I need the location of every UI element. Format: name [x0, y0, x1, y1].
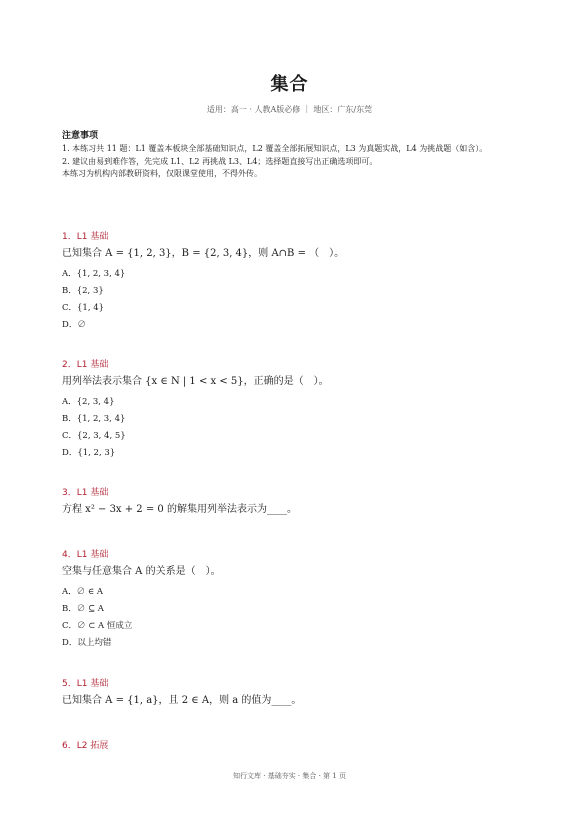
question-3: [62, 485, 522, 517]
option-d[interactable]: D．∅: [62, 320, 86, 330]
notes-block: [62, 143, 522, 181]
question-5: [62, 676, 522, 708]
option-b[interactable]: B．∅ ⊆ A: [62, 604, 104, 614]
question-heading: 3．L1 基础: [62, 488, 109, 498]
option-c[interactable]: C．{2, 3, 4, 5}: [62, 431, 126, 441]
option-d[interactable]: D．以上均错: [62, 638, 112, 648]
notes-title: 注意事项: [62, 131, 99, 141]
note-2: 2. 建议由易到难作答，先完成 L1、L2 再挑战 L3、L4；选择题直接写出正确选项即可。: [62, 156, 378, 166]
question-stem: 用列举法表示集合 {x ∈ N | 1 < x < 5}，正确的是（ ）。: [62, 376, 329, 387]
option-list: [62, 394, 522, 462]
question-heading: 1．L1 基础: [62, 232, 109, 242]
note-3: 本练习为机构内部教研资料，仅限课堂使用，不得外传。: [62, 169, 262, 178]
page-footer: 知行文库 · 基础夯实 · 集合 · 第 1 页: [233, 772, 346, 780]
question-heading: 2．L1 基础: [62, 360, 109, 370]
option-c[interactable]: C．{1, 4}: [62, 303, 105, 313]
option-a[interactable]: A．∅ ∈ A: [62, 587, 103, 597]
question-heading: 6．L2 拓展: [62, 741, 109, 751]
page-title: 集合: [270, 74, 309, 95]
note-1: 1. 本练习共 11 题：L1 覆盖本板块全部基础知识点，L2 覆盖全部拓展知识点，L3 为真题实战，L4 为挑战题（如含）。: [62, 144, 488, 153]
question-4: [62, 547, 522, 652]
option-b[interactable]: B．{2, 3}: [62, 286, 104, 296]
question-heading: 5．L1 基础: [62, 679, 109, 689]
question-stem: 已知集合 A = {1, a}，且 2 ∈ A，则 a 的值为____。: [62, 695, 302, 706]
question-heading: 4．L1 基础: [62, 550, 109, 560]
option-list: [62, 266, 522, 334]
option-c[interactable]: C．∅ ⊂ A 恒成立: [62, 621, 133, 631]
question-stem: 空集与任意集合 A 的关系是（ ）。: [62, 566, 221, 577]
option-b[interactable]: B．{1, 2, 3, 4}: [62, 414, 126, 424]
question-2: [62, 357, 522, 462]
question-stem: 方程 x² − 3x + 2 = 0 的解集用列举法表示为____。: [62, 504, 297, 515]
option-list: [62, 584, 522, 652]
doc-meta: 适用：高一 · 人教A版必修 ｜ 地区：广东/东莞: [206, 105, 373, 114]
question-stem: 已知集合 A = {1, 2, 3}，B = {2, 3, 4}，则 A∩B = （ ）。: [62, 248, 345, 259]
option-d[interactable]: D．{1, 2, 3}: [62, 448, 116, 458]
option-a[interactable]: A．{2, 3, 4}: [62, 397, 115, 407]
question-6: [62, 738, 522, 751]
question-1: [62, 229, 522, 334]
option-a[interactable]: A．{1, 2, 3, 4}: [62, 269, 126, 279]
